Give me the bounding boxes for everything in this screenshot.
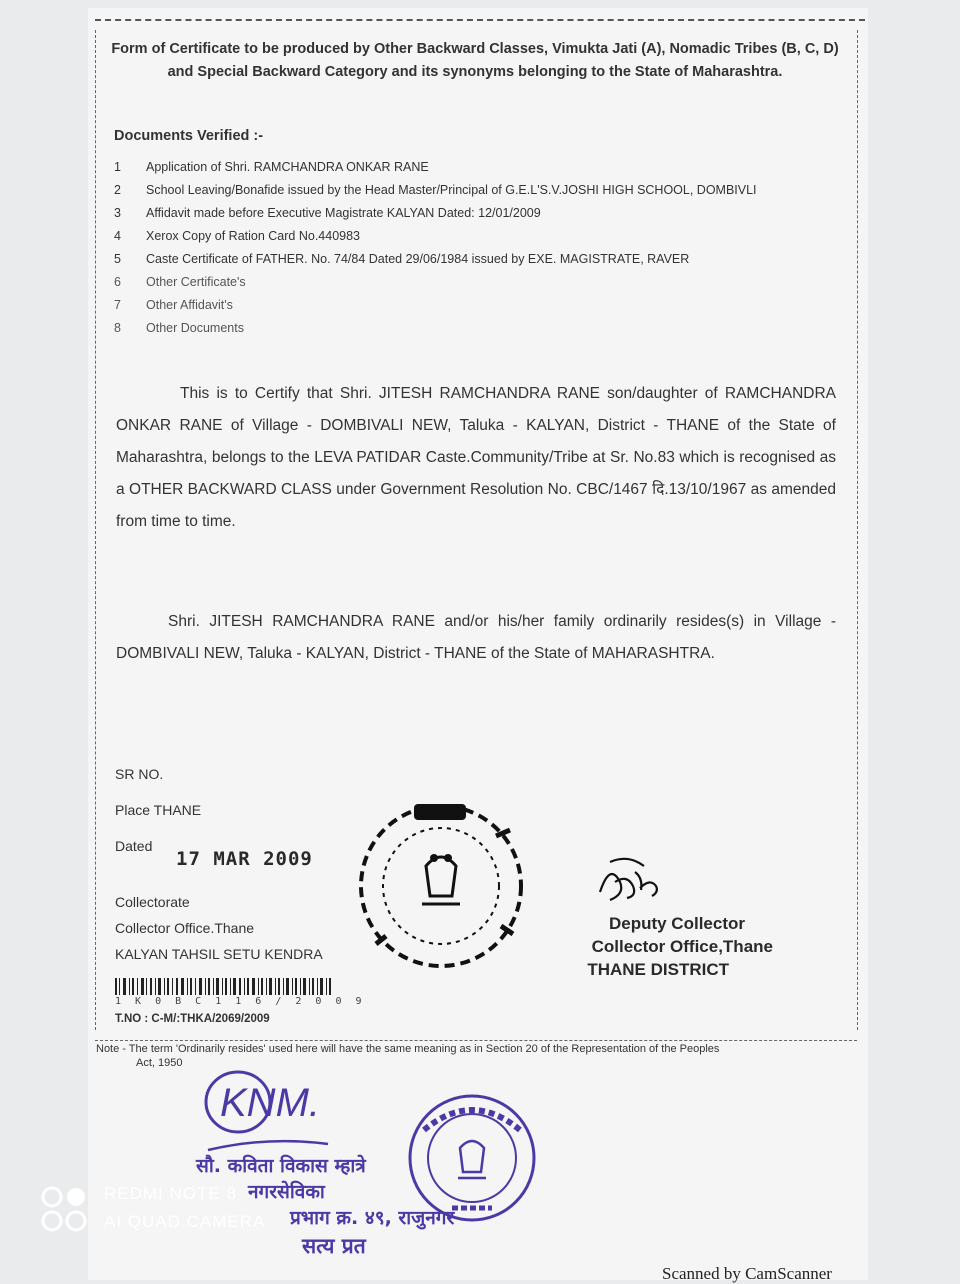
documents-list [114, 156, 814, 340]
border-bottom [95, 1040, 857, 1041]
certify-paragraph: This is to Certify that Shri. JITESH RAMCHANDRA RANE son/daughter of RAMCHANDRA ONKAR RANE of Village - DOMBIVALI NEW, Taluka - KALYAN, District - THANE of the State of Maharashtra, belongs to the LEVA PATIDAR Caste.Community/Tribe at Sr. No.83 which is recognised as a OTHER BACKWARD CLASS under Government Resolution No. CBC/1467 दि.13/10/1967 as amended from time to time. [116, 385, 836, 530]
signatory-title: Deputy Collector [608, 914, 745, 933]
device-watermark-model: REDMI NOTE 8 [104, 1184, 237, 1203]
signatory-block [543, 912, 773, 981]
attestation-initials-text: KNM. [220, 1081, 320, 1125]
camera-logo-icon [40, 1186, 90, 1232]
documents-title: Documents Verified :- [114, 128, 264, 144]
collectorate: Collectorate [115, 894, 190, 910]
collector-office: Collector Office.Thane [115, 920, 255, 936]
attestation-ward: प्रभाग क्र. ४९, राजुनगर [290, 1207, 455, 1229]
document-item: 3 Affidavit made before Executive Magistrate KALYAN Dated: 12/01/2009 [114, 206, 541, 220]
footnote-act: Act, 1950 [136, 1057, 183, 1069]
barcode [115, 978, 331, 995]
certificate-heading: Form of Certificate to be produced by Other Backward Classes, Vimukta Jati (A), Nomadic Tribes (B, C, D) and Special Backward Category and its synonyms belonging to the State of Maharashtra. [111, 41, 839, 80]
scanner-watermark: Scanned by CamScanner [662, 1264, 832, 1283]
attestation-initials [198, 1064, 418, 1160]
true-copy-mark: सत्य प्रत [302, 1234, 366, 1258]
document-item: 4 Xerox Copy of Ration Card No.440983 [114, 229, 361, 243]
document-item: 6 Other Certificate's [114, 275, 246, 289]
executive-officer-seal [404, 1090, 540, 1226]
transaction-number: T.NO : C-M/:THKA/2069/2009 [115, 1013, 270, 1025]
signatory-office: Collector Office,Thane [591, 937, 773, 956]
dated-label: Dated [115, 838, 153, 854]
sr-no: SR NO. [115, 766, 164, 782]
collector-seal [346, 796, 536, 972]
place: Place THANE [115, 802, 202, 818]
document-item: 1 Application of Shri. RAMCHANDRA ONKAR RANE [114, 160, 429, 174]
barcode-digits: 1 K 0 B C 1 1 6 / 2 0 0 9 [115, 996, 366, 1007]
document-item: 7 Other Affidavit's [114, 298, 233, 312]
document-item: 5 Caste Certificate of FATHER. No. 74/84 Dated 29/06/1984 issued by EXE. MAGISTRATE, RAVER [114, 252, 690, 266]
border-top [95, 19, 865, 21]
date-stamp: 17 MAR 2009 [176, 848, 313, 870]
signatory-district: THANE DISTRICT [587, 960, 729, 979]
device-watermark-camera: AI QUAD CAMERA [104, 1212, 266, 1231]
setu-kendra: KALYAN TAHSIL SETU KENDRA [115, 946, 323, 962]
residence-paragraph: Shri. JITESH RAMCHANDRA RANE and/or his/her family ordinarily resides(s) in Village - DOMBIVALI NEW, Taluka - KALYAN, District - THANE of the State of MAHARASHTRA. [116, 613, 836, 662]
border-left [95, 30, 96, 1030]
document-item: 8 Other Documents [114, 321, 244, 335]
attestation-designation: नगरसेविका [248, 1181, 325, 1203]
footnote-text: Note - The term 'Ordinarily resides' used here will have the same meaning as in Section 20 of the Representation of the Peoples [96, 1043, 720, 1055]
document-item: 2 School Leaving/Bonafide issued by the Head Master/Principal of G.E.L'S.V.JOSHI HIGH SCHOOL, DOMBIVLI [114, 183, 757, 197]
border-right [857, 30, 858, 1030]
signature [590, 852, 670, 912]
attestation-name: सौ. कविता विकास म्हात्रे [196, 1155, 366, 1177]
